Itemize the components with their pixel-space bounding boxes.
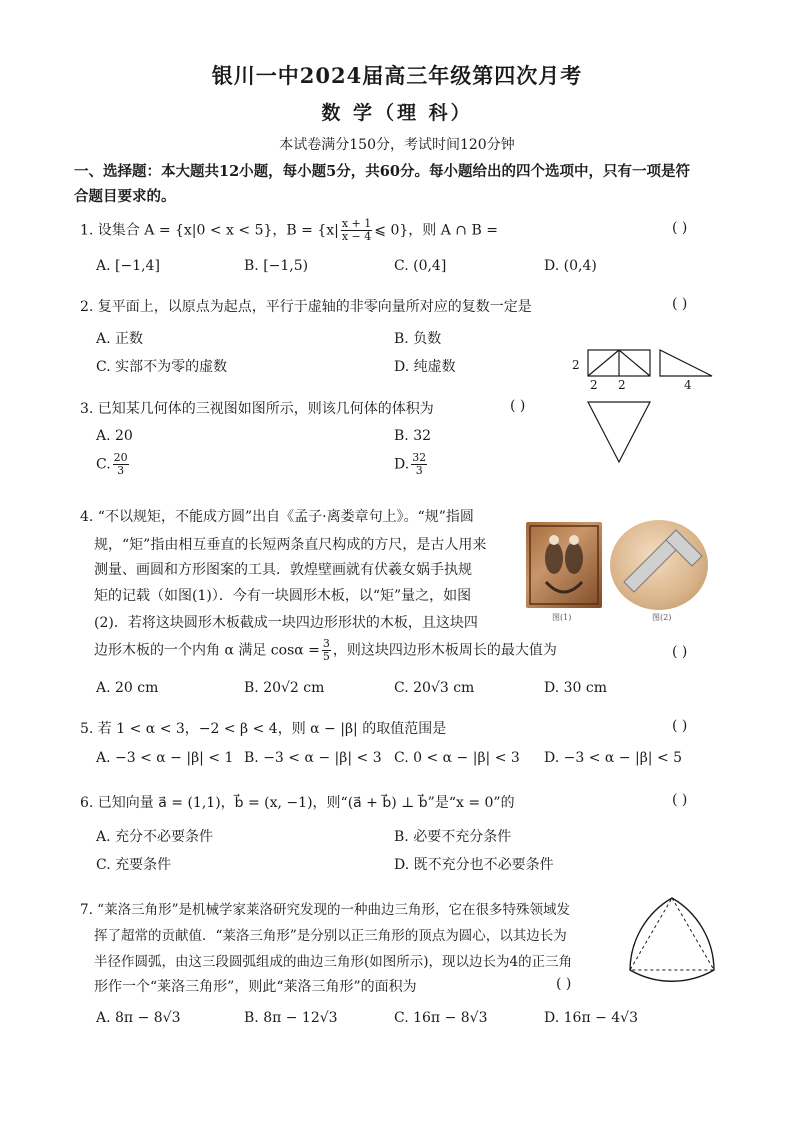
q1-stem-b: ⩽ 0}，则 A ∩ B = [374, 222, 498, 239]
q3-option-d-label: D. [394, 456, 410, 473]
exam-title: 银川一中2024届高三年级第四次月考 [211, 63, 583, 88]
q7-answer-paren[interactable]: ( ) [556, 976, 572, 992]
q3-front-view-diag-right [619, 350, 650, 376]
q3-option-c-den: 3 [117, 464, 125, 477]
q3-stem: 3. 已知某几何体的三视图如图所示，则该几何体的体积为 [80, 401, 434, 417]
q1-frac-num: x + 1 [341, 217, 372, 230]
q3-option-c[interactable] [96, 452, 131, 477]
q3-top-view-triangle [588, 402, 650, 462]
q4-board-drawing [610, 520, 708, 610]
q4-cos-den: 5 [322, 650, 330, 663]
q5-stem: 5. 若 1 < α < 3，−2 < β < 4，则 α − |β| 的取值范围是 [80, 721, 447, 737]
q2-option-c[interactable]: C. 实部不为零的虚数 [96, 359, 228, 375]
q3-option-d-fraction [411, 452, 427, 477]
q4-line-6 [94, 638, 557, 663]
q7-option-b[interactable]: B. 8π − 12√3 [244, 1010, 338, 1026]
q1-stem [80, 218, 498, 243]
q6-option-c[interactable]: C. 充要条件 [96, 857, 172, 873]
q3-option-d-num: 32 [412, 451, 427, 464]
q4-mural-drawing [526, 522, 602, 608]
q4-answer-paren[interactable]: ( ) [672, 644, 688, 660]
q7-line-2: 挥了超常的贡献值．“莱洛三角形”是分别以正三角形的顶点为圆心，以其边长为 [94, 928, 567, 944]
q7-option-c[interactable]: C. 16π − 8√3 [394, 1010, 488, 1026]
q7-line-4: 形作一个“莱洛三角形”，则此“莱洛三角形”的面积为 [94, 979, 417, 995]
q3-front-view-diag-left [588, 350, 619, 376]
q5-option-a[interactable]: A. −3 < α − |β| < 1 [96, 750, 234, 766]
q1-fraction [341, 218, 372, 243]
q4-fig1-caption: 图(1) [552, 613, 572, 622]
q1-option-b[interactable]: B. [−1,5) [244, 258, 309, 274]
q2-answer-paren[interactable]: ( ) [672, 296, 688, 312]
q4-line-2: 规，“矩”指由相互垂直的长短两条直尺构成的方尺，是古人用来 [94, 537, 487, 553]
q4-option-b[interactable]: B. 20√2 cm [244, 680, 325, 696]
q6-option-a[interactable]: A. 充分不必要条件 [96, 829, 214, 845]
q1-frac-den: x − 4 [341, 230, 372, 243]
q3-option-a[interactable]: A. 20 [96, 428, 133, 444]
q6-stem: 6. 已知向量 a⃗ = (1,1)，b⃗ = (x, −1)，则“(a⃗ + b⃗) ⊥ b⃗”是“x = 0”的 [80, 795, 515, 811]
q4-line-4: 矩的记载（如图(1)）．今有一块圆形木板，以“矩”量之，如图 [94, 588, 472, 604]
q4-option-a[interactable]: A. 20 cm [96, 680, 159, 696]
q5-option-c[interactable]: C. 0 < α − |β| < 3 [394, 750, 520, 766]
q5-option-d[interactable]: D. −3 < α − |β| < 5 [544, 750, 683, 766]
q1-option-d[interactable]: D. (0,4) [544, 258, 597, 274]
exam-info: 本试卷满分150分，考试时间120分钟 [279, 137, 515, 153]
q7-inner-triangle-dashed [630, 898, 714, 970]
q7-option-a[interactable]: A. 8π − 8√3 [96, 1010, 181, 1026]
q1-stem-a: 1. 设集合 A = {x|0 < x < 5}，B = {x| [80, 222, 339, 239]
q4-fig2-caption: 图(2) [652, 613, 672, 622]
q4-cos-num: 3 [322, 637, 330, 650]
q4-board-image [610, 520, 708, 610]
q3-fig-label-side: 4 [684, 378, 692, 392]
q2-option-b[interactable]: B. 负数 [394, 331, 442, 347]
exam-subject: 数 学（理 科） [321, 102, 473, 124]
q6-option-b[interactable]: B. 必要不充分条件 [394, 829, 512, 845]
q3-fig-label-height: 2 [572, 358, 580, 372]
q3-answer-paren[interactable]: ( ) [510, 398, 526, 414]
q4-mural-image [526, 522, 602, 608]
q3-option-b[interactable]: B. 32 [394, 428, 432, 444]
q1-answer-paren[interactable]: ( ) [672, 220, 688, 236]
q1-option-a[interactable]: A. [−1,4] [96, 258, 160, 274]
q5-option-b[interactable]: B. −3 < α − |β| < 3 [244, 750, 382, 766]
q2-option-d[interactable]: D. 纯虚数 [394, 359, 456, 375]
q7-option-d[interactable]: D. 16π − 4√3 [544, 1010, 639, 1026]
q4-line-3: 测量、画圆和方形图案的工具．敦煌壁画就有伏羲女娲手执规 [94, 562, 472, 578]
q3-three-view-figure [570, 344, 720, 469]
q4-line-1: 4. “不以规矩，不能成方圆”出自《孟子·离娄章句上》。“规”指圆 [80, 509, 474, 525]
q4-option-d[interactable]: D. 30 cm [544, 680, 608, 696]
q3-fig-label-base-right: 2 [618, 378, 626, 392]
section-heading-line1: 一、选择题：本大题共12小题，每小题5分，共60分。每小题给出的四个选项中，只有一项是符 [74, 163, 690, 180]
q3-option-d-den: 3 [415, 464, 423, 477]
q7-line-3: 半径作圆弧，由这三段圆弧组成的曲边三角形(如图所示)，现以边长为4的正三角 [94, 954, 573, 970]
q3-option-c-num: 20 [113, 451, 128, 464]
q7-reuleaux-triangle-figure [622, 892, 722, 984]
q3-option-c-fraction [113, 452, 129, 477]
q4-line-5: (2)．若将这块圆形木板截成一块四边形形状的木板，且这块四 [94, 615, 478, 631]
q3-side-view-triangle [660, 350, 712, 376]
section-heading-line2: 合题目要求的。 [74, 188, 176, 205]
q6-answer-paren[interactable]: ( ) [672, 792, 688, 808]
q3-fig-label-base-left: 2 [590, 378, 598, 392]
q7-line-1: 7. “莱洛三角形”是机械学家莱洛研究发现的一种曲边三角形，它在很多特殊领域发 [80, 902, 570, 918]
q5-answer-paren[interactable]: ( ) [672, 718, 688, 734]
q3-option-d[interactable] [394, 452, 429, 477]
q4-option-c[interactable]: C. 20√3 cm [394, 680, 475, 696]
q2-stem: 2. 复平面上，以原点为起点，平行于虚轴的非零向量所对应的复数一定是 [80, 299, 532, 315]
q7-reuleaux-outline [630, 898, 714, 981]
q6-option-d[interactable]: D. 既不充分也不必要条件 [394, 857, 554, 873]
q1-option-c[interactable]: C. (0,4] [394, 258, 447, 274]
q4-cos-fraction [322, 638, 331, 663]
q3-option-c-label: C. [96, 456, 111, 473]
q2-option-a[interactable]: A. 正数 [96, 331, 144, 347]
q4-line-6a: 边形木板的一个内角 α 满足 cosα = [94, 642, 320, 659]
q4-line-6b: ，则这块四边形木板周长的最大值为 [332, 642, 557, 659]
